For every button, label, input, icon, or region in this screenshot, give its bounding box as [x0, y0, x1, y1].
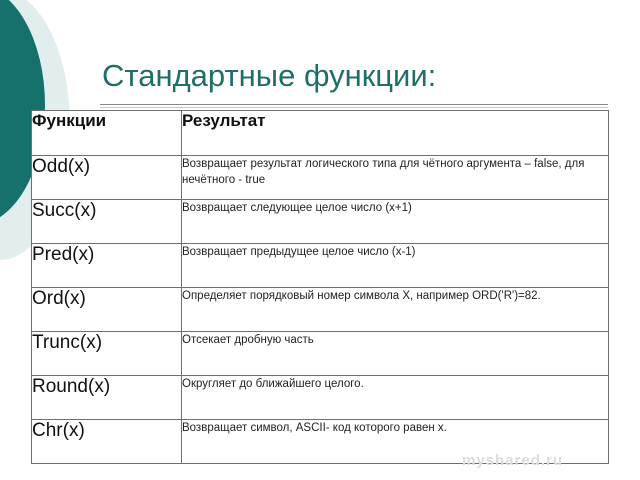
table-row	[32, 376, 609, 420]
title-underline-shadow	[100, 107, 608, 108]
table-row	[32, 288, 609, 332]
table-row	[32, 332, 609, 376]
header-functions: Функции	[32, 111, 182, 156]
function-result: Определяет порядковый номер символа X, например ORD('R')=82.	[182, 288, 609, 332]
function-name: Trunc(x)	[32, 332, 182, 376]
table-header-row	[32, 111, 609, 156]
function-result: Отсекает дробную часть	[182, 332, 609, 376]
function-result: Возвращает символ, ASCII- код которого равен x.	[182, 420, 609, 464]
function-name: Succ(x)	[32, 200, 182, 244]
function-result: Возвращает следующее целое число (x+1)	[182, 200, 609, 244]
function-result: Возвращает результат логического типа для чётного аргумента – false, для нечётного - true	[182, 156, 609, 200]
functions-table	[31, 110, 609, 464]
function-result: Возвращает предыдущее целое число (x-1)	[182, 244, 609, 288]
function-name: Chr(x)	[32, 420, 182, 464]
function-name: Ord(x)	[32, 288, 182, 332]
slide-title: Стандартные функции:	[102, 58, 437, 93]
function-name: Odd(x)	[32, 156, 182, 200]
watermark: myshared.ru	[462, 452, 564, 469]
table-row	[32, 156, 609, 200]
function-result: Округляет до ближайшего целого.	[182, 376, 609, 420]
table-row	[32, 244, 609, 288]
function-name: Round(x)	[32, 376, 182, 420]
function-name: Pred(x)	[32, 244, 182, 288]
header-result: Результат	[182, 111, 609, 156]
table-row	[32, 200, 609, 244]
title-underline	[100, 104, 608, 105]
